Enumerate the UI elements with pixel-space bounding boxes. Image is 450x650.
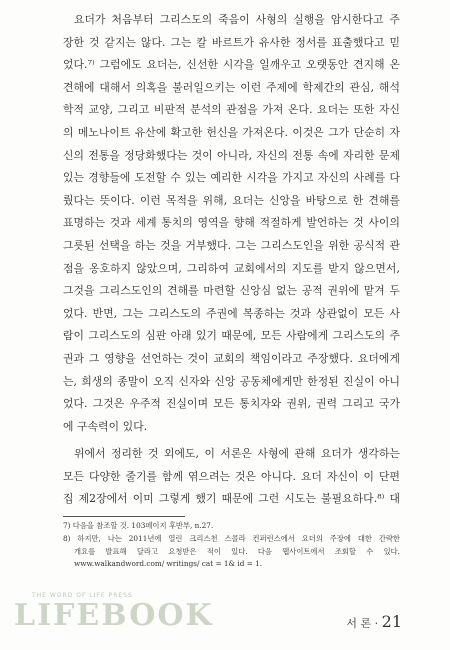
paragraph-line: 는, 희생의 종말이 오직 신자와 신앙 공동체에게만 한정된 진실이 아니: [63, 374, 400, 388]
paragraph-line: 신의 전통을 정당화했다는 것이 아니라, 자신의 전통 속에 자리한 문제: [63, 148, 400, 162]
paragraph-line: 있는 경향들에 도전할 수 있는 예리한 시각을 가지고 자신의 사례를 다: [63, 171, 400, 185]
paragraph-line: 람이 그리스도의 심판 아래 있기 때문에, 모든 사람에게 그리스도의 주: [63, 329, 400, 343]
publisher-logo-name: LIFEBOOK: [14, 598, 214, 633]
paragraph-line: 요더가 처음부터 그리스도의 죽음이 사형의 실행을 암시한다고 주: [74, 13, 400, 26]
paragraph-line: 었다.⁷⁾ 그럼에도 요더는, 신선한 시각을 일깨우고 오랫동안 견지해 온: [63, 58, 400, 72]
paragraph-line: 뤘다는 뜻이다. 이런 목적을 위해, 요더는 신앙을 바탕으로 한 견해를: [63, 193, 400, 207]
section-label: 서 론 ·: [346, 617, 379, 630]
paragraph-line: 견해에 대해서 의혹을 불러일으키는 이런 주제에 학제간의 관심, 해석: [63, 80, 400, 94]
publisher-logo-subtitle: THE WORD OF LIFE PRESS: [32, 592, 133, 599]
page-number: 21: [381, 612, 402, 631]
publisher-logo: [14, 592, 214, 642]
paragraph-line: 권과 그 영향을 선언하는 것이 교회의 책임이라고 주장했다. 요더에게: [63, 351, 400, 365]
paragraph-line: 학적 교양, 그리고 비판적 분석의 관점을 가져 온다. 요더는 또한 자신: [63, 103, 400, 117]
paragraph-line: 그릇된 선택을 하는 것을 거부했다. 그는 그리스도인을 위한 공식적 관: [63, 238, 400, 252]
paragraph-line: 그것을 그리스도인의 견해를 마련할 신앙심 없는 공적 권위에 맡겨 두: [63, 284, 400, 298]
paragraph-line: 집 제2장에서 이미 그렇게 했기 때문에 그런 시도는 불필요하다.⁸⁾ 대: [63, 492, 400, 506]
paragraph-line: 위에서 정리한 것 외에도, 이 서론은 사형에 관해 요더가 생각하는: [74, 447, 400, 461]
paragraph-line: 의 메노나이트 유산에 확고한 헌신을 가져온다. 이것은 그가 단순히 자: [63, 125, 400, 139]
page-folio: [346, 612, 402, 631]
paragraph-line: 장한 것 같지는 않다. 그는 칼 바르트가 유사한 정서를 표출했다고 믿: [63, 35, 400, 49]
paragraph-line: 었다. 그것은 우주적 진실이며 모든 통치자와 권위, 권력 그리고 국가: [63, 397, 400, 411]
body-text: [63, 9, 400, 511]
paragraph-line: 에 구속력이 있다.: [63, 419, 148, 433]
footnotes: [63, 520, 400, 571]
paragraph-line: 점을 옹호하지 않았으며, 그리하여 교회에서의 지도를 받지 않으면서,: [63, 261, 400, 275]
footnote-line: 8) 하지만, 나는 2011년에 열린 크리스천 스콜라 컨퍼런스에서 요더의 주장에 대한 간략한: [63, 533, 400, 543]
footnote-line: 개요를 발표해 달라고 요청받은 적이 있다. 다음 웹사이트에서 조회할 수 있다.: [74, 546, 400, 556]
paragraph-line: 표명하는 것과 세계 통치의 영역을 향해 적절하게 발언하는 것 사이의: [63, 216, 400, 230]
footnote-line: 7) 다음을 참조할 것. 103페이지 후반부, n.27.: [63, 521, 214, 530]
footnote-line: www.walkandword.com/ writings/ cat = 1& id = 1.: [74, 559, 263, 569]
paragraph-line: 었다. 반면, 그는 그리스도의 주권에 복종하는 것과 상관없이 모든 사: [63, 306, 400, 320]
paragraph-line: 모든 다양한 줄기를 함께 엮으려는 것은 아니다. 요더 자신이 이 단편: [63, 469, 400, 483]
footnote-divider: [63, 516, 185, 517]
